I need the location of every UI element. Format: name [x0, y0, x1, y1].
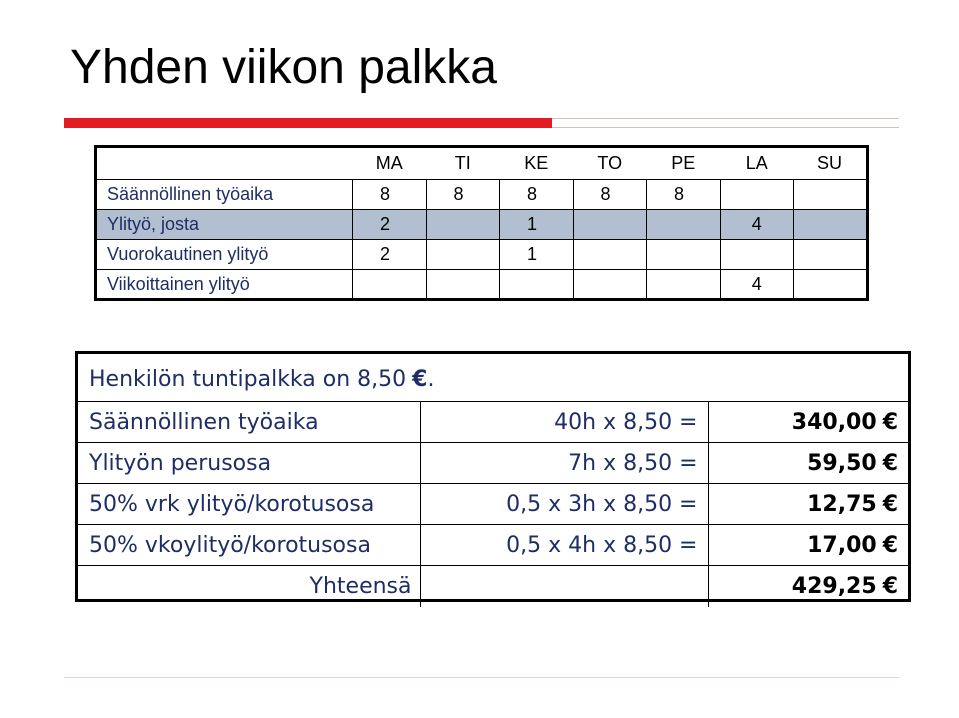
pay-row-label: 50% vkoylityö/korotusosa — [78, 525, 420, 566]
schedule-cell: 8 — [353, 180, 427, 210]
pay-row-label: Säännöllinen työaika — [78, 402, 420, 443]
pay-row-formula: 0,5 x 4h x 8,50 = — [420, 525, 708, 566]
pay-row — [78, 525, 908, 566]
pay-row — [78, 484, 908, 525]
schedule-row-label: Ylityö, josta — [96, 210, 353, 240]
pay-total-amount-cell — [708, 566, 908, 607]
header-period: . — [427, 366, 435, 392]
pay-row-label: 50% vrk ylityö/korotusosa — [78, 484, 420, 525]
euro-icon: € — [882, 532, 898, 558]
schedule-cell: 4 — [720, 270, 794, 300]
schedule-cell: 8 — [426, 180, 500, 210]
schedule-row-highlighted — [96, 210, 868, 240]
day-header-su: SU — [794, 147, 868, 180]
pay-row-amount: 340,00 — [791, 409, 877, 435]
pay-total-amount: 429,25 — [791, 573, 877, 599]
pay-row — [78, 402, 908, 443]
schedule-cell: 2 — [353, 210, 427, 240]
schedule-cell: 4 — [720, 210, 794, 240]
schedule-cell — [794, 240, 868, 270]
schedule-row — [96, 270, 868, 300]
pay-total-row — [78, 566, 908, 607]
footer-divider — [64, 677, 899, 678]
schedule-cell — [794, 270, 868, 300]
schedule-cell — [573, 210, 647, 240]
day-header-ma: MA — [353, 147, 427, 180]
pay-row — [78, 443, 908, 484]
schedule-cell: 8 — [500, 180, 574, 210]
pay-total-blank — [420, 566, 708, 607]
schedule-cell — [794, 210, 868, 240]
weekly-schedule-table — [94, 145, 869, 301]
euro-icon: € — [882, 450, 898, 476]
schedule-row-label: Säännöllinen työaika — [96, 180, 353, 210]
pay-calculation-table — [78, 401, 908, 607]
pay-calculation-box — [75, 351, 911, 602]
schedule-cell — [500, 270, 574, 300]
schedule-cell — [647, 240, 721, 270]
schedule-cell — [426, 270, 500, 300]
pay-row-amount-cell — [708, 402, 908, 443]
pay-row-amount: 59,50 — [807, 450, 877, 476]
pay-row-amount-cell — [708, 484, 908, 525]
schedule-cell — [573, 240, 647, 270]
day-header-la: LA — [720, 147, 794, 180]
day-header-ti: TI — [426, 147, 500, 180]
schedule-header-row — [96, 147, 868, 180]
schedule-cell — [353, 270, 427, 300]
pay-row-amount: 12,75 — [807, 491, 877, 517]
page-title: Yhden viikon palkka — [70, 41, 497, 94]
schedule-cell — [573, 270, 647, 300]
euro-icon: € — [882, 573, 898, 599]
pay-row-formula: 40h x 8,50 = — [420, 402, 708, 443]
pay-row-formula: 7h x 8,50 = — [420, 443, 708, 484]
schedule-cell — [426, 240, 500, 270]
title-underline — [64, 116, 899, 130]
schedule-cell: 2 — [353, 240, 427, 270]
schedule-cell: 8 — [647, 180, 721, 210]
schedule-cell: 1 — [500, 240, 574, 270]
title-underline-grey-line — [552, 118, 899, 119]
pay-row-amount-cell — [708, 443, 908, 484]
pay-row-amount: 17,00 — [807, 532, 877, 558]
schedule-cell — [647, 270, 721, 300]
day-header-pe: PE — [647, 147, 721, 180]
schedule-cell — [720, 240, 794, 270]
hourly-wage-text: Henkilön tuntipalkka on 8,50 — [89, 366, 407, 392]
euro-icon: € — [882, 409, 898, 435]
hourly-wage-header — [78, 354, 908, 404]
schedule-header-blank — [96, 147, 353, 180]
schedule-cell — [426, 210, 500, 240]
pay-row-formula: 0,5 x 3h x 8,50 = — [420, 484, 708, 525]
schedule-cell: 8 — [573, 180, 647, 210]
schedule-cell — [647, 210, 721, 240]
schedule-row-label: Viikoittainen ylityö — [96, 270, 353, 300]
pay-row-amount-cell — [708, 525, 908, 566]
schedule-row-label: Vuorokautinen ylityö — [96, 240, 353, 270]
schedule-row — [96, 180, 868, 210]
title-underline-red-bar — [64, 118, 552, 128]
title-underline-grey-line — [552, 127, 899, 128]
day-header-ke: KE — [500, 147, 574, 180]
euro-icon: € — [412, 366, 428, 392]
schedule-cell — [794, 180, 868, 210]
schedule-cell: 1 — [500, 210, 574, 240]
schedule-cell — [720, 180, 794, 210]
day-header-to: TO — [573, 147, 647, 180]
euro-icon: € — [882, 491, 898, 517]
schedule-row — [96, 240, 868, 270]
pay-row-label: Ylityön perusosa — [78, 443, 420, 484]
pay-total-label: Yhteensä — [78, 566, 420, 607]
